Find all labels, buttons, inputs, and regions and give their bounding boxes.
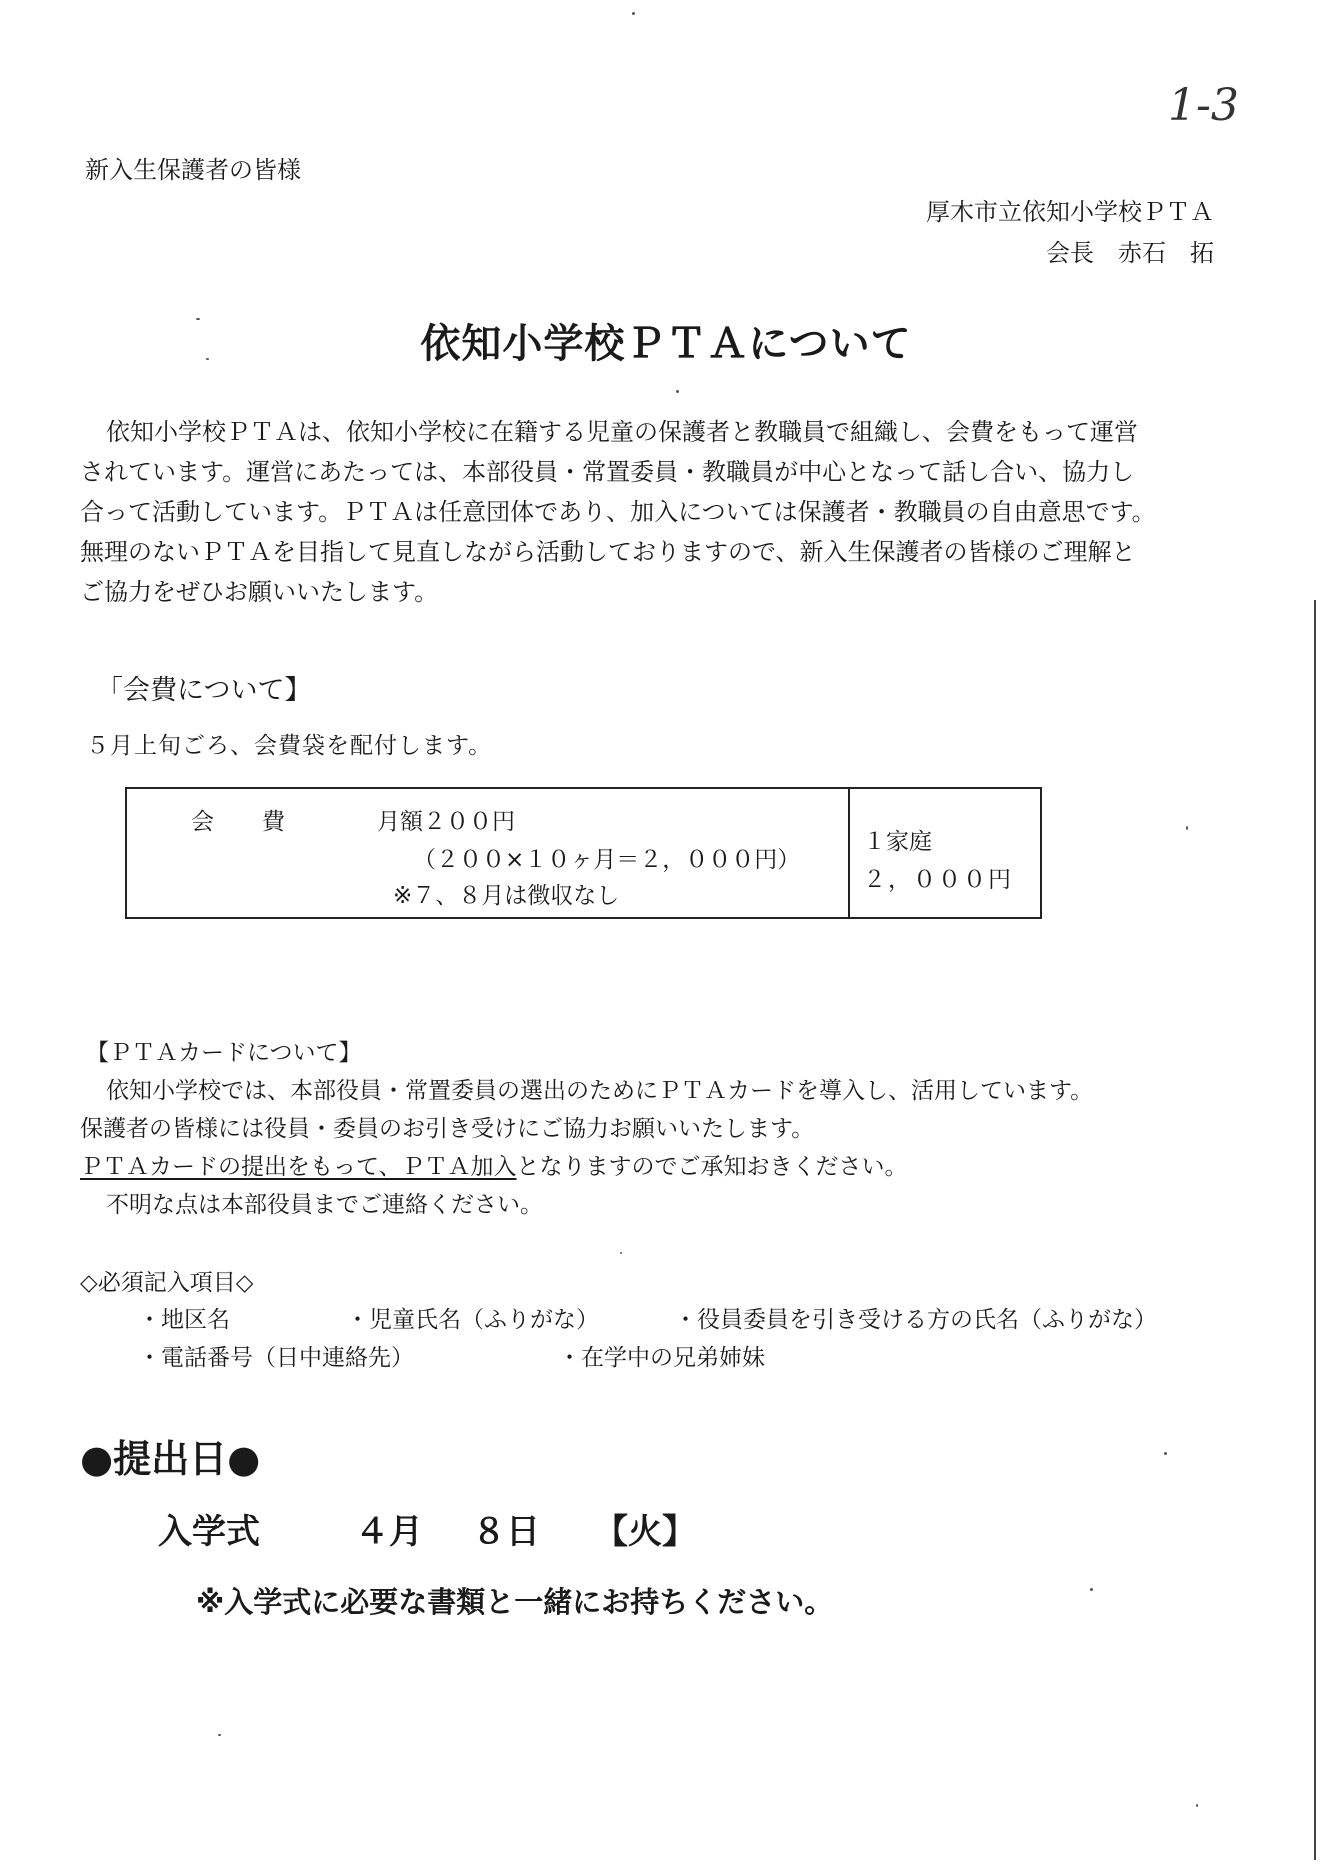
fee-monthly: 月額２００円 — [377, 809, 515, 835]
scan-speck — [1090, 1588, 1093, 1591]
fee-distribution-note: ５月上旬ごろ、会費袋を配付します。 — [86, 733, 493, 759]
card-section-heading: 【ＰＴＡカードについて】 — [86, 1040, 362, 1066]
card-section-body — [80, 1072, 1280, 1224]
scan-speck — [620, 1252, 622, 1254]
fee-table — [125, 787, 1042, 919]
fee-calculation: （２００×１０ヶ月＝２，０００円） — [413, 847, 801, 873]
card-line: 保護者の皆様には役員・委員のお引き受けにご協力お願いいたします。 — [80, 1116, 815, 1142]
deadline-month: ４月 — [355, 1512, 423, 1552]
required-item: ・在学中の兄弟姉妹 — [558, 1345, 765, 1371]
page-number: 1-3 — [1168, 80, 1239, 131]
required-item: ・役員委員を引き受ける方の氏名（ふりがな） — [674, 1307, 1157, 1333]
required-item: ・電話番号（日中連絡先） — [138, 1345, 414, 1371]
scan-speck — [1196, 1804, 1198, 1807]
fee-total-amount: ２，０００円 — [863, 867, 1013, 893]
scan-speck — [218, 1734, 221, 1736]
scan-edge-line — [1314, 600, 1316, 1860]
fee-total-label: １家庭 — [863, 829, 932, 855]
scan-speck — [676, 390, 679, 393]
scan-speck — [1164, 1452, 1167, 1455]
fee-label: 会費 — [191, 809, 333, 835]
intro-line: ご協力をぜひお願いいたします。 — [80, 578, 439, 606]
card-line: 不明な点は本部役員までご連絡ください。 — [106, 1192, 543, 1218]
document-title: 依知小学校ＰＴＡについて — [420, 321, 912, 367]
card-join-condition-rest: となりますのでご承知おきください。 — [516, 1154, 908, 1180]
card-line — [80, 1148, 1280, 1186]
deadline-note: ※入学式に必要な書類と一緒にお持ちください。 — [196, 1585, 834, 1619]
fee-exemption: ※７、８月は徴収なし — [393, 883, 620, 909]
intro-line: 合って活動しています。ＰＴＡは任意団体であり、加入については保護者・教職員の自由意思です。 — [80, 498, 1156, 526]
required-item: ・地区名 — [138, 1307, 230, 1333]
card-line: 依知小学校では、本部役員・常置委員の選出のためにＰＴＡカードを導入し、活用しています。 — [106, 1078, 1094, 1104]
fee-table-divider — [848, 789, 850, 917]
card-join-condition: ＰＴＡカードの提出をもって、ＰＴＡ加入 — [80, 1154, 517, 1180]
scan-speck — [632, 12, 635, 15]
addressee: 新入生保護者の皆様 — [85, 156, 301, 184]
intro-paragraph — [80, 412, 1260, 612]
fee-section-heading: 「会費について】 — [96, 675, 312, 706]
sender-organization: 厚木市立依知小学校ＰＴＡ — [926, 198, 1214, 226]
intro-line: 依知小学校ＰＴＡは、依知小学校に在籍する児童の保護者と教職員で組織し、会費をもって運営 — [106, 418, 1138, 446]
deadline-weekday: 【火】 — [594, 1512, 696, 1552]
scan-speck — [206, 358, 209, 360]
required-items-heading: ◇必須記入項目◇ — [80, 1270, 254, 1296]
required-item: ・児童氏名（ふりがな） — [346, 1307, 599, 1333]
deadline-day: ８日 — [472, 1512, 540, 1552]
scan-speck — [196, 318, 200, 320]
scan-speck — [1186, 826, 1188, 830]
deadline-heading: ●提出日● — [80, 1437, 261, 1481]
sender-chair: 会長 赤石 拓 — [1046, 239, 1214, 267]
deadline-event: 入学式 — [158, 1512, 260, 1552]
intro-line: されています。運営にあたっては、本部役員・常置委員・教職員が中心となって話し合い、協力し — [80, 458, 1135, 486]
intro-line: 無理のないＰＴＡを目指して見直しながら活動しておりますので、新入生保護者の皆様のご理解と — [80, 538, 1136, 566]
